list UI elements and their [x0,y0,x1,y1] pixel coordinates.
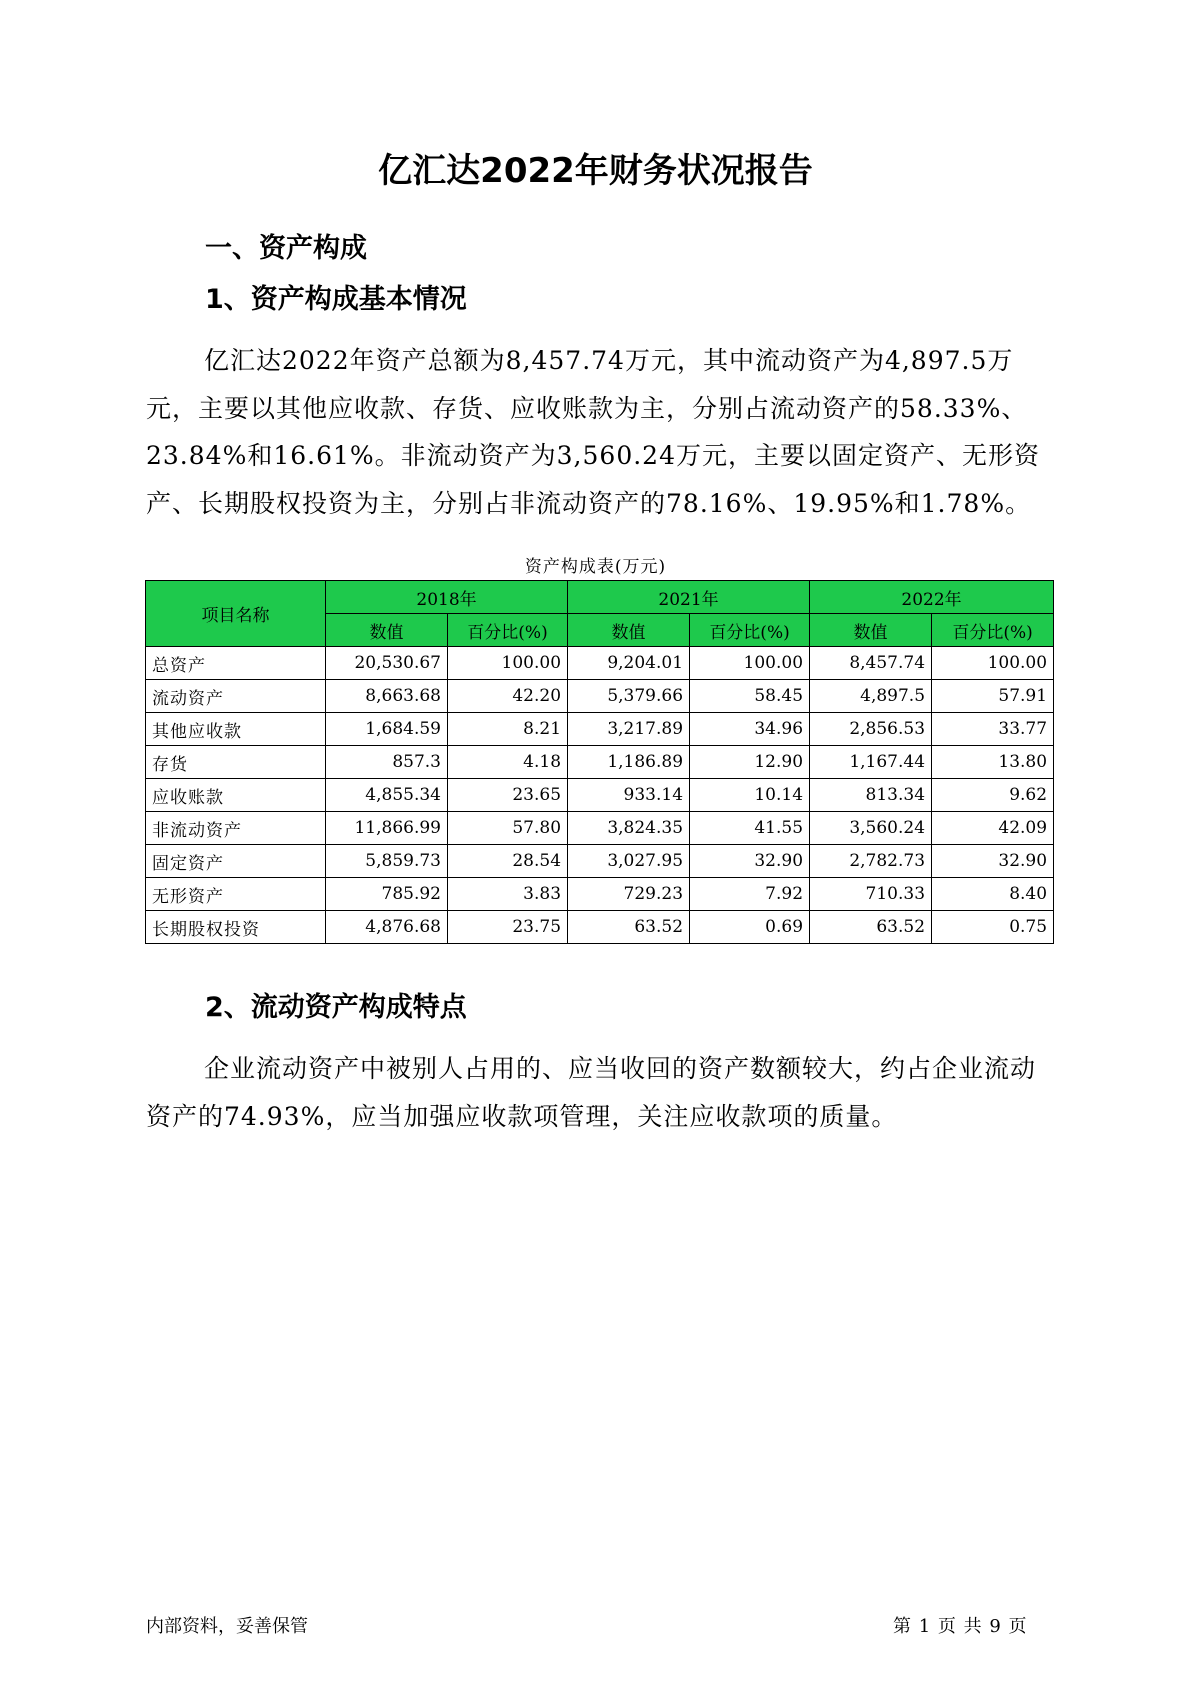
row-item-name: 非流动资产 [146,812,326,845]
cell-value: 1,186.89 [568,746,690,779]
cell-value: 729.23 [568,878,690,911]
row-item-name: 其他应收款 [146,713,326,746]
row-item-name: 总资产 [146,647,326,680]
cell-value: 1,167.44 [810,746,932,779]
section-heading-asset-composition: 一、资产构成 [205,233,367,264]
table-row [146,911,1054,944]
row-item-name: 无形资产 [146,878,326,911]
cell-value: 63.52 [568,911,690,944]
cell-value: 4,855.34 [326,779,448,812]
cell-percent: 58.45 [690,680,810,713]
cell-percent: 13.80 [932,746,1054,779]
cell-percent: 0.69 [690,911,810,944]
cell-value: 857.3 [326,746,448,779]
cell-percent: 8.21 [448,713,568,746]
header-percent: 百分比(%) [448,614,568,647]
cell-percent: 8.40 [932,878,1054,911]
table-row [146,647,1054,680]
table-row [146,845,1054,878]
header-value: 数值 [326,614,448,647]
cell-value: 5,859.73 [326,845,448,878]
cell-percent: 12.90 [690,746,810,779]
cell-value: 3,560.24 [810,812,932,845]
cell-percent: 100.00 [932,647,1054,680]
table-row [146,878,1054,911]
row-item-name: 应收账款 [146,779,326,812]
cell-percent: 0.75 [932,911,1054,944]
cell-percent: 23.65 [448,779,568,812]
table-row [146,812,1054,845]
cell-value: 3,824.35 [568,812,690,845]
cell-percent: 41.55 [690,812,810,845]
paragraph-current-assets: 企业流动资产中被别人占用的、应当收回的资产数额较大，约占企业流动资产的74.93%，应当加强应收款项管理，关注应收款项的质量。 [146,1054,1037,1131]
table-row [146,680,1054,713]
header-year-2022: 2022年 [810,581,1054,614]
cell-percent: 33.77 [932,713,1054,746]
page-title: 亿汇达2022年财务状况报告 [378,151,813,191]
header-value: 数值 [568,614,690,647]
header-percent: 百分比(%) [932,614,1054,647]
cell-value: 710.33 [810,878,932,911]
cell-value: 933.14 [568,779,690,812]
header-value: 数值 [810,614,932,647]
cell-value: 63.52 [810,911,932,944]
cell-value: 8,457.74 [810,647,932,680]
cell-percent: 32.90 [690,845,810,878]
header-item-name: 项目名称 [146,581,326,647]
cell-value: 20,530.67 [326,647,448,680]
cell-percent: 9.62 [932,779,1054,812]
cell-percent: 23.75 [448,911,568,944]
cell-percent: 32.90 [932,845,1054,878]
asset-composition-table [145,580,1054,944]
cell-percent: 100.00 [690,647,810,680]
cell-percent: 4.18 [448,746,568,779]
subsection-heading-basic: 1、资产构成基本情况 [205,284,467,315]
cell-value: 1,684.59 [326,713,448,746]
footer-confidential-note: 内部资料，妥善保管 [146,1616,308,1637]
row-item-name: 长期股权投资 [146,911,326,944]
header-percent: 百分比(%) [690,614,810,647]
paragraph-asset-summary: 亿汇达2022年资产总额为8,457.74万元，其中流动资产为4,897.5万元，主要以其他应收款、存货、应收账款为主，分别占流动资产的58.33%、23.84%和16.61%。非流动资产为3,560.24万元，主要以固定资产、无形资产、长期股权投资为主，分别占非流动资产的78.16%、19.95%和1.78%。 [146,346,1040,518]
table-row [146,713,1054,746]
cell-value: 5,379.66 [568,680,690,713]
cell-percent: 34.96 [690,713,810,746]
table-row [146,746,1054,779]
cell-value: 785.92 [326,878,448,911]
header-year-2018: 2018年 [326,581,568,614]
cell-percent: 3.83 [448,878,568,911]
cell-value: 4,876.68 [326,911,448,944]
header-year-2021: 2021年 [568,581,810,614]
cell-value: 8,663.68 [326,680,448,713]
cell-percent: 57.91 [932,680,1054,713]
cell-percent: 7.92 [690,878,810,911]
cell-percent: 42.09 [932,812,1054,845]
cell-percent: 100.00 [448,647,568,680]
cell-value: 11,866.99 [326,812,448,845]
cell-percent: 10.14 [690,779,810,812]
cell-percent: 28.54 [448,845,568,878]
cell-value: 4,897.5 [810,680,932,713]
cell-value: 3,217.89 [568,713,690,746]
row-item-name: 存货 [146,746,326,779]
cell-value: 2,856.53 [810,713,932,746]
row-item-name: 流动资产 [146,680,326,713]
row-item-name: 固定资产 [146,845,326,878]
cell-value: 9,204.01 [568,647,690,680]
cell-value: 2,782.73 [810,845,932,878]
table-caption: 资产构成表(万元) [524,557,667,577]
table-row [146,779,1054,812]
cell-value: 813.34 [810,779,932,812]
cell-value: 3,027.95 [568,845,690,878]
subsection-heading-current-assets: 2、流动资产构成特点 [205,992,467,1023]
cell-percent: 42.20 [448,680,568,713]
footer-page-number: 第 1 页 共 9 页 [893,1616,1028,1637]
cell-percent: 57.80 [448,812,568,845]
